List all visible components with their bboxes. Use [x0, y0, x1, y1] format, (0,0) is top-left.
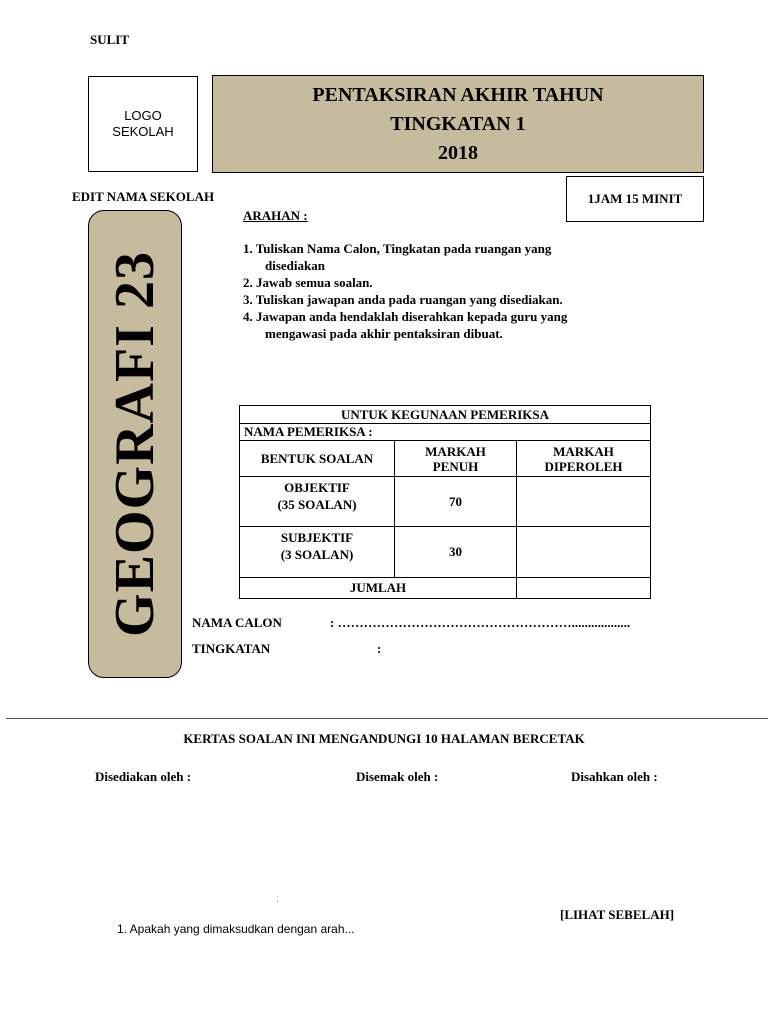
exam-year: 2018 — [438, 142, 478, 164]
stray-mark: : — [276, 893, 280, 905]
total-value-cell[interactable] — [517, 578, 651, 599]
candidate-form-field[interactable]: : — [377, 641, 382, 656]
column-header-line: MARKAH — [425, 443, 486, 459]
page-count-note: KERTAS SOALAN INI MENGANDUNGI 10 HALAMAN BERCETAK — [183, 731, 585, 746]
exam-title-box — [212, 75, 704, 173]
question-type-line: SUBJEKTIF — [280, 530, 354, 545]
instruction-item — [243, 308, 643, 342]
instruction-item — [243, 240, 643, 274]
column-header-full-marks — [395, 441, 517, 477]
column-header-line: MARKAH — [553, 443, 614, 459]
candidate-form-label: TINGKATAN — [192, 641, 271, 656]
question-type-line: OBJEKTIF — [284, 480, 350, 495]
candidate-name-label: NAMA CALON — [192, 615, 282, 630]
instruction-line: 4. Jawapan anda hendaklah diserahkan kepada guru yang — [243, 309, 568, 324]
logo-line-1: LOGO — [124, 108, 162, 123]
examiner-table — [239, 405, 651, 599]
logo-line-2: SEKOLAH — [112, 124, 174, 139]
column-header-form: BENTUK SOALAN — [240, 441, 395, 477]
exam-form: TINGKATAN 1 — [390, 113, 526, 135]
school-name: EDIT NAMA SEKOLAH — [72, 189, 215, 204]
subject-banner — [88, 210, 182, 678]
instruction-line: 3. Tuliskan jawapan anda pada ruangan yang disediakan. — [243, 292, 563, 307]
approved-by-label: Disahkan oleh : — [571, 769, 658, 784]
table-row — [240, 527, 651, 578]
instruction-line: 1. Tuliskan Nama Calon, Tingkatan pada ruangan yang — [243, 241, 552, 256]
subject-name: GEOGRAFI 23 — [104, 251, 166, 637]
school-logo-placeholder — [88, 76, 198, 172]
candidate-name-field[interactable]: : ……………………………………………….................. — [330, 615, 631, 630]
column-header-obtained — [517, 441, 651, 477]
full-marks-cell: 70 — [395, 477, 517, 527]
instruction-line: mengawasi pada akhir pentaksiran dibuat. — [265, 326, 503, 341]
full-marks-cell: 30 — [395, 527, 517, 578]
question-type-line: (35 SOALAN) — [277, 497, 357, 512]
classification-label: SULIT — [90, 32, 130, 47]
total-label: JUMLAH — [240, 578, 517, 599]
prepared-by-label: Disediakan oleh : — [95, 769, 192, 784]
instruction-item — [243, 291, 643, 308]
table-row — [240, 578, 651, 599]
examiner-name-label: NAMA PEMERIKSA : — [240, 424, 651, 441]
duration-text: 1JAM 15 MINIT — [587, 191, 683, 206]
instructions-title: ARAHAN : — [243, 208, 308, 223]
duration-box — [566, 176, 704, 222]
next-page-note: [LIHAT SEBELAH] — [560, 907, 675, 922]
question-1: 1. Apakah yang dimaksudkan dengan arah... — [117, 922, 355, 936]
obtained-marks-cell[interactable] — [517, 527, 651, 578]
instruction-line: disediakan — [265, 258, 325, 273]
column-header-line: PENUH — [432, 458, 479, 474]
page-divider — [6, 718, 768, 719]
exam-title: PENTAKSIRAN AKHIR TAHUN — [312, 84, 604, 106]
checked-by-label: Disemak oleh : — [356, 769, 439, 784]
obtained-marks-cell[interactable] — [517, 477, 651, 527]
instruction-item — [243, 274, 643, 291]
examiner-table-heading: UNTUK KEGUNAAN PEMERIKSA — [240, 406, 651, 424]
table-row — [240, 477, 651, 527]
column-header-line: DIPEROLEH — [544, 458, 623, 474]
question-type-cell — [240, 477, 395, 527]
question-type-cell — [240, 527, 395, 578]
question-type-line: (3 SOALAN) — [280, 547, 354, 562]
instruction-line: 2. Jawab semua soalan. — [243, 275, 373, 290]
